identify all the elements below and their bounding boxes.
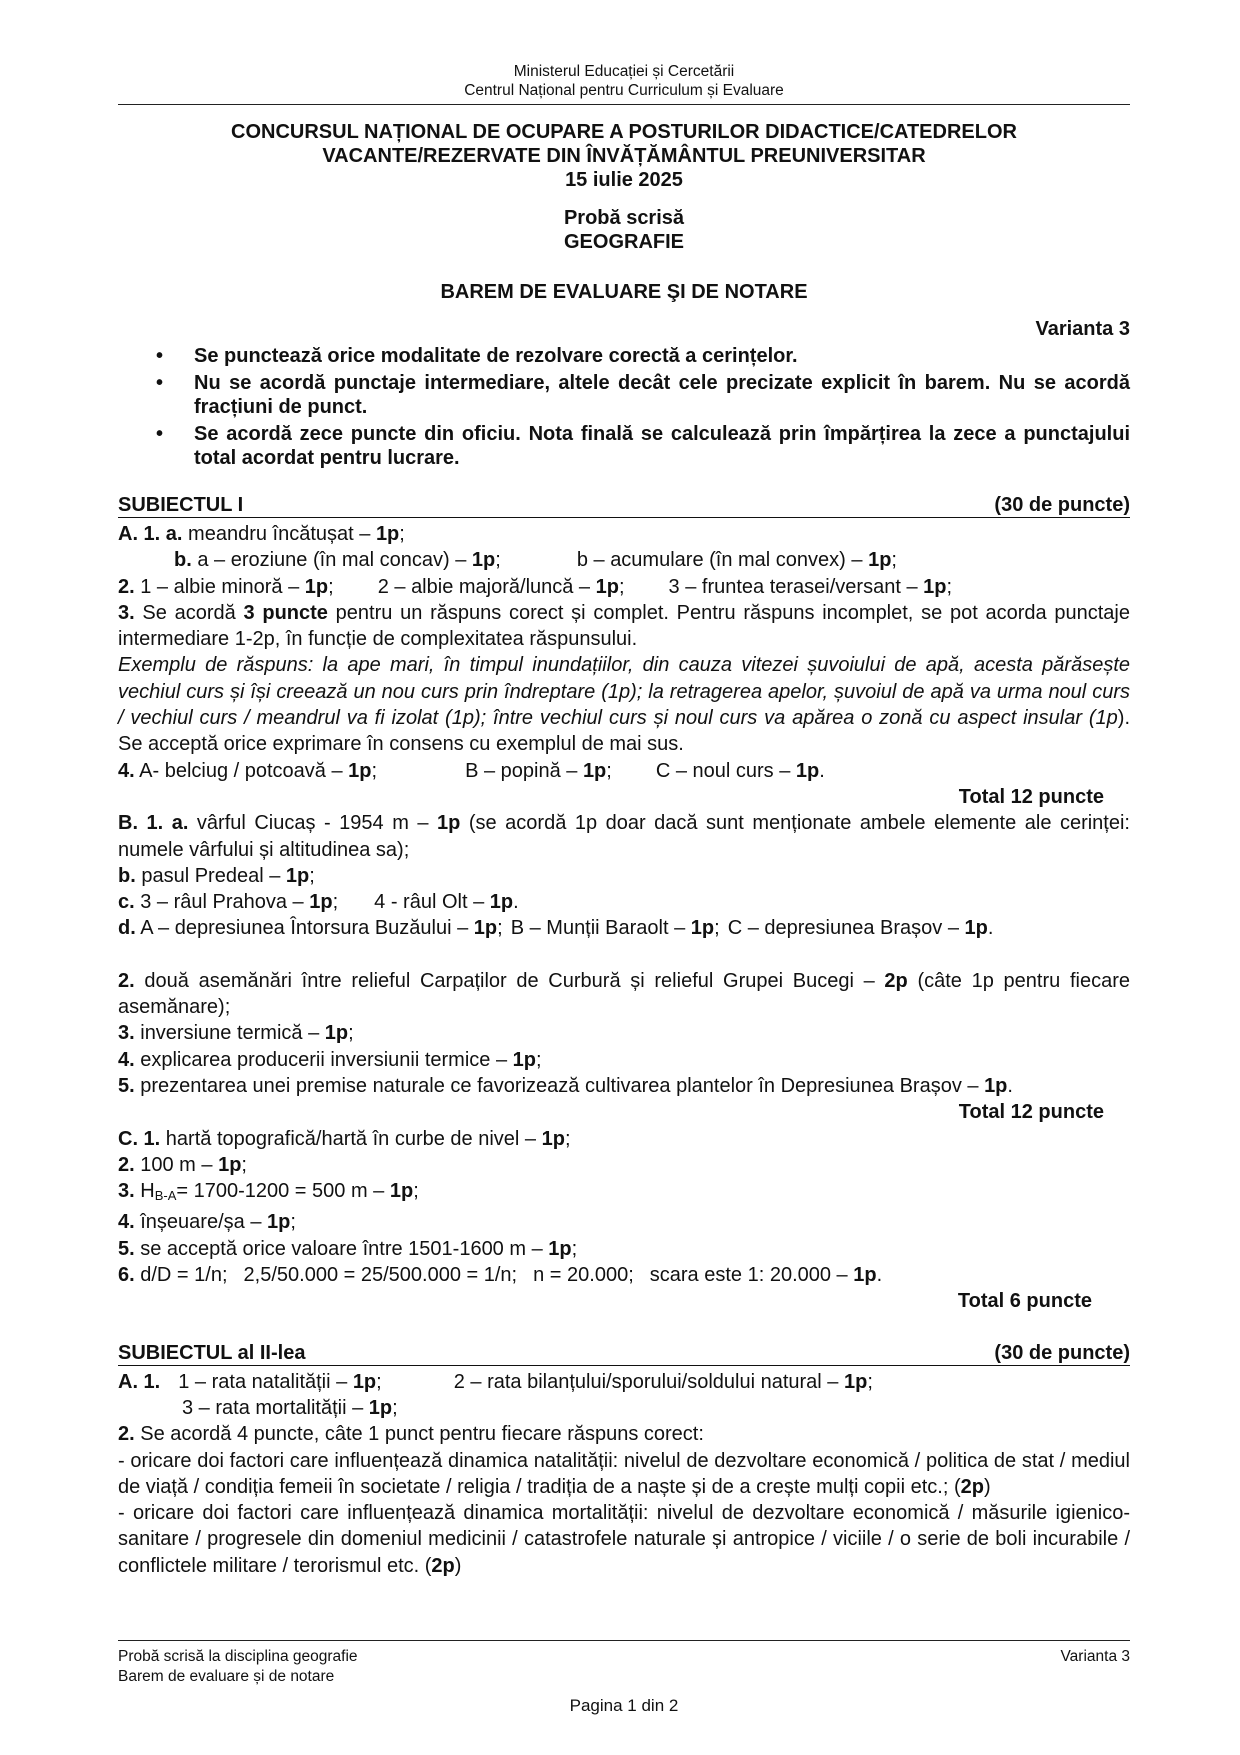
- item-c1: C. 1. hartă topografică/hartă în curbe de nivel – 1p;: [118, 1127, 571, 1150]
- exam-subject: GEOGRAFIE: [563, 231, 684, 253]
- item-a3: 3. Se acordă 3 puncte pentru un răspuns corect și complet. Pentru răspuns incomplet, se pot acorda punctaje intermediare 1-2p, în funcție de complexitatea răspunsului.: [118, 601, 1130, 651]
- item-c6: 6. d/D = 1/n; 2,5/50.000 = 25/500.000 = 1/n; n = 20.000; scara este 1: 20.000 – 1p.: [118, 1264, 883, 1287]
- ministry-name: Ministerul Educației și Cercetării: [513, 63, 735, 80]
- page-number: Pagina 1 din 2: [569, 1696, 679, 1715]
- rule-item: • Se acordă zece puncte din oficiu. Nota finală se calculează prin împărțirea la zece a punctajului total acordat pentru lucrare.: [156, 422, 1130, 470]
- section-heading-subject-1: [118, 493, 1130, 518]
- scoring-rules: [156, 344, 1130, 473]
- exam-type: Probă scrisă: [563, 207, 685, 229]
- barem-body: [118, 493, 1130, 1579]
- item-b1b: b. pasul Predeal – 1p;: [118, 864, 315, 887]
- item-b4: 4. explicarea producerii inversiunii termice – 1p;: [118, 1048, 542, 1071]
- item-a1a: A. 1. a. meandru încătușat – 1p;: [118, 523, 405, 545]
- section-title: SUBIECTUL al II-lea: [118, 1341, 306, 1364]
- item-a1b: b. a – eroziune (în mal concav) – 1p; b – acumulare (în mal convex) – 1p;: [174, 549, 897, 572]
- total-b: Total 12 puncte: [958, 1101, 1104, 1124]
- total-a: Total 12 puncte: [958, 785, 1104, 808]
- footer-left: Probă scrisă la disciplina geografie Barem de evaluare și de notare: [118, 1648, 358, 1685]
- section-points: (30 de puncte): [994, 1341, 1130, 1364]
- title-line-2: VACANTE/REZERVATE DIN ÎNVĂȚĂMÂNTUL PREUNIVERSITAR: [322, 145, 926, 167]
- item-b3: 3. inversiune termică – 1p;: [118, 1022, 354, 1045]
- barem-title: BAREM DE EVALUARE ŞI DE NOTARE: [440, 281, 808, 303]
- item-a2: 2. 1 – albie minoră – 1p; 2 – albie majoră/luncă – 1p; 3 – fruntea terasei/versant – 1p;: [118, 575, 953, 598]
- variant-label: Varianta 3: [1035, 318, 1130, 340]
- item-c4: 4. înșeuare/șa – 1p;: [118, 1211, 296, 1234]
- item-a4: 4. A- belciug / potcoavă – 1p; B – popină – 1p; C – noul curs – 1p.: [118, 759, 825, 782]
- item-c3: 3. $H_{B-A}= 1700-1200 = 500$ m – 1p;: [118, 1180, 419, 1204]
- item-s2-a2-mortality: - oricare doi factori care influențează dinamica mortalității: nivelul de dezvoltare economică / măsurile igienico-sanitare / progresele din domeniul medicinii / catastrofele naturale și antropice / viciile / o serie de boli incurabile / conflictele militare / terorismul etc. (2p): [118, 1502, 1130, 1577]
- item-s2-a1: A. 1. 1 – rata natalității – 1p; 2 – rata bilanțului/sporului/soldului natural – 1p;: [118, 1370, 873, 1393]
- exam-date: 15 iulie 2025: [565, 169, 683, 191]
- rule-item: • Se punctează orice modalitate de rezolvare corectă a cerințelor.: [156, 344, 1130, 368]
- header-divider: [118, 104, 1130, 105]
- footer-variant: Varianta 3: [1060, 1648, 1130, 1665]
- document-page: [118, 0, 1130, 1755]
- section-points: (30 de puncte): [994, 494, 1130, 516]
- item-s2-a2: 2. Se acordă 4 puncte, câte 1 punct pentru fiecare răspuns corect:: [118, 1423, 704, 1446]
- total-c: Total 6 puncte: [957, 1290, 1092, 1313]
- item-s2-a1-cont: 3 – rata mortalității – 1p;: [182, 1396, 398, 1419]
- rule-item: • Nu se acordă punctaje intermediare, altele decât cele precizate explicit în barem. Nu se acordă fracțiuni de punct.: [156, 371, 1130, 419]
- item-s2-a2-natality: - oricare doi factori care influențează dinamica natalității: nivelul de dezvoltare economică / politica de stat / mediul de viață / condiția femeii în societate / religia / tradiția de a naște și de a crește mulți copii etc.; (2p): [118, 1449, 1130, 1498]
- section-title: SUBIECTUL I: [118, 494, 244, 516]
- item-c5: 5. se acceptă orice valoare între 1501-1600 m – 1p;: [118, 1237, 578, 1260]
- document-header: [118, 62, 1130, 100]
- document-title-block: [118, 120, 1130, 304]
- center-name: Centrul Național pentru Curriculum și Evaluare: [464, 82, 784, 99]
- item-b2: 2. două asemănări între relieful Carpaților de Curbură și relieful Grupei Bucegi – 2p (câte 1p pentru fiecare asemănare);: [118, 969, 1130, 1019]
- footer-divider: [118, 1640, 1130, 1641]
- item-b5: 5. prezentarea unei premise naturale ce favorizează cultivarea plantelor în Depresiunea Brașov – 1p.: [118, 1074, 1013, 1097]
- item-c2: 2. 100 m – 1p;: [118, 1153, 247, 1176]
- item-b1d: d. A – depresiunea Întorsura Buzăului – 1p; B – Munții Baraolt – 1p; C – depresiunea Brașov – 1p.: [118, 917, 994, 940]
- item-b1a: B. 1. a. vârful Ciucaș - 1954 m – 1p (se acordă 1p doar dacă sunt menționate ambele elemente ale cerinței: numele vârfului și altitudinea sa);: [118, 812, 1130, 861]
- section-heading-subject-2: [118, 1341, 1130, 1366]
- title-line-1: CONCURSUL NAȚIONAL DE OCUPARE A POSTURILOR DIDACTICE/CATEDRELOR: [231, 121, 1017, 143]
- item-a3-example: Exemplu de răspuns: la ape mari, în timpul inundațiilor, din cauza vitezei șuvoiului de apă, acesta părăsește vechiul curs și își creează un nou curs prin îndreptare (1p); la retragerea apelor, șuvoiul de apă va urma noul curs / vechiul curs / meandrul va fi izolat (1p); între vechiul curs și noul curs va apărea o zonă cu aspect insular (1p). Se acceptă orice exprimare în consens cu exemplul de mai sus.: [118, 654, 1130, 756]
- item-b1c: c. 3 – râul Prahova – 1p; 4 - râul Olt – 1p.: [118, 891, 519, 914]
